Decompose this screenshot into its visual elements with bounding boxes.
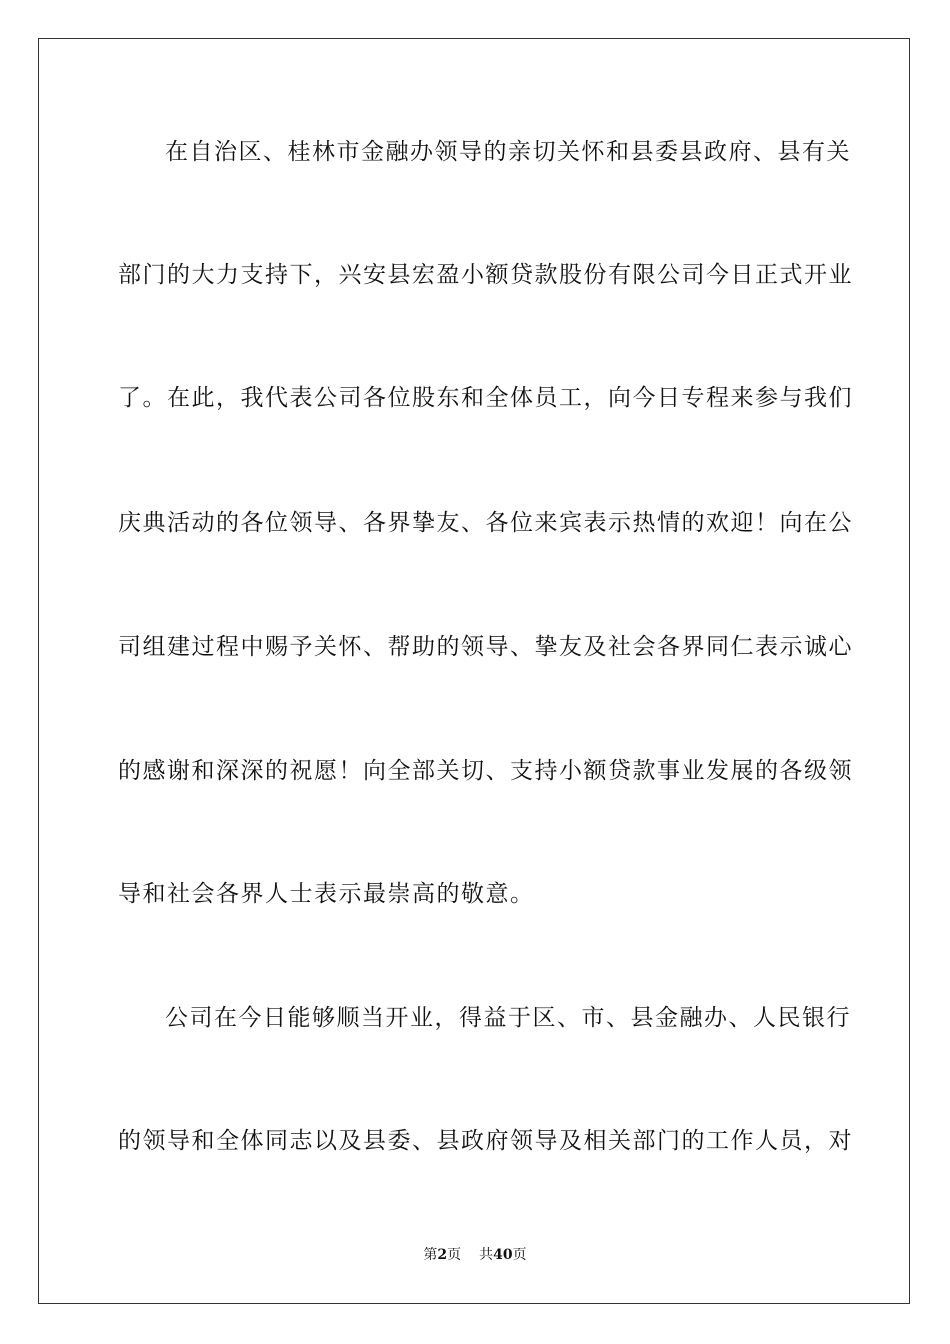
paragraph-1-line-5: 司组建过程中赐予关怀、帮助的领导、挚友及社会各界同仁表示诚心 [118, 634, 853, 660]
paragraph-2-line-2: 的领导和全体同志以及县委、县政府领导及相关部门的工作人员，对 [118, 1128, 853, 1154]
page-footer [0, 1246, 950, 1264]
page-suffix: 页 [447, 1247, 462, 1263]
paragraph-1-line-2: 部门的大力支持下，兴安县宏盈小额贷款股份有限公司今日正式开业 [118, 262, 853, 288]
page-number: 2 [437, 1247, 448, 1263]
paragraph-1-line-4: 庆典活动的各位领导、各界挚友、各位来宾表示热情的欢迎！向在公 [118, 510, 853, 536]
paragraph-1-line-6: 的感谢和深深的祝愿！向全部关切、支持小额贷款事业发展的各级领 [118, 758, 853, 784]
total-suffix: 页 [512, 1247, 527, 1263]
total-pages: 40 [493, 1247, 513, 1263]
page-border [38, 38, 910, 1304]
total-prefix: 共 [479, 1247, 494, 1263]
paragraph-1-line-1: 在自治区、桂林市金融办领导的亲切关怀和县委县政府、县有关 [165, 139, 851, 165]
page-prefix: 第 [423, 1247, 438, 1263]
paragraph-1-line-7: 导和社会各界人士表示最崇高的敬意。 [118, 881, 535, 907]
paragraph-2-line-1: 公司在今日能够顺当开业，得益于区、市、县金融办、人民银行 [165, 1005, 851, 1031]
paragraph-1-line-3: 了。在此，我代表公司各位股东和全体员工，向今日专程来参与我们 [118, 385, 853, 411]
